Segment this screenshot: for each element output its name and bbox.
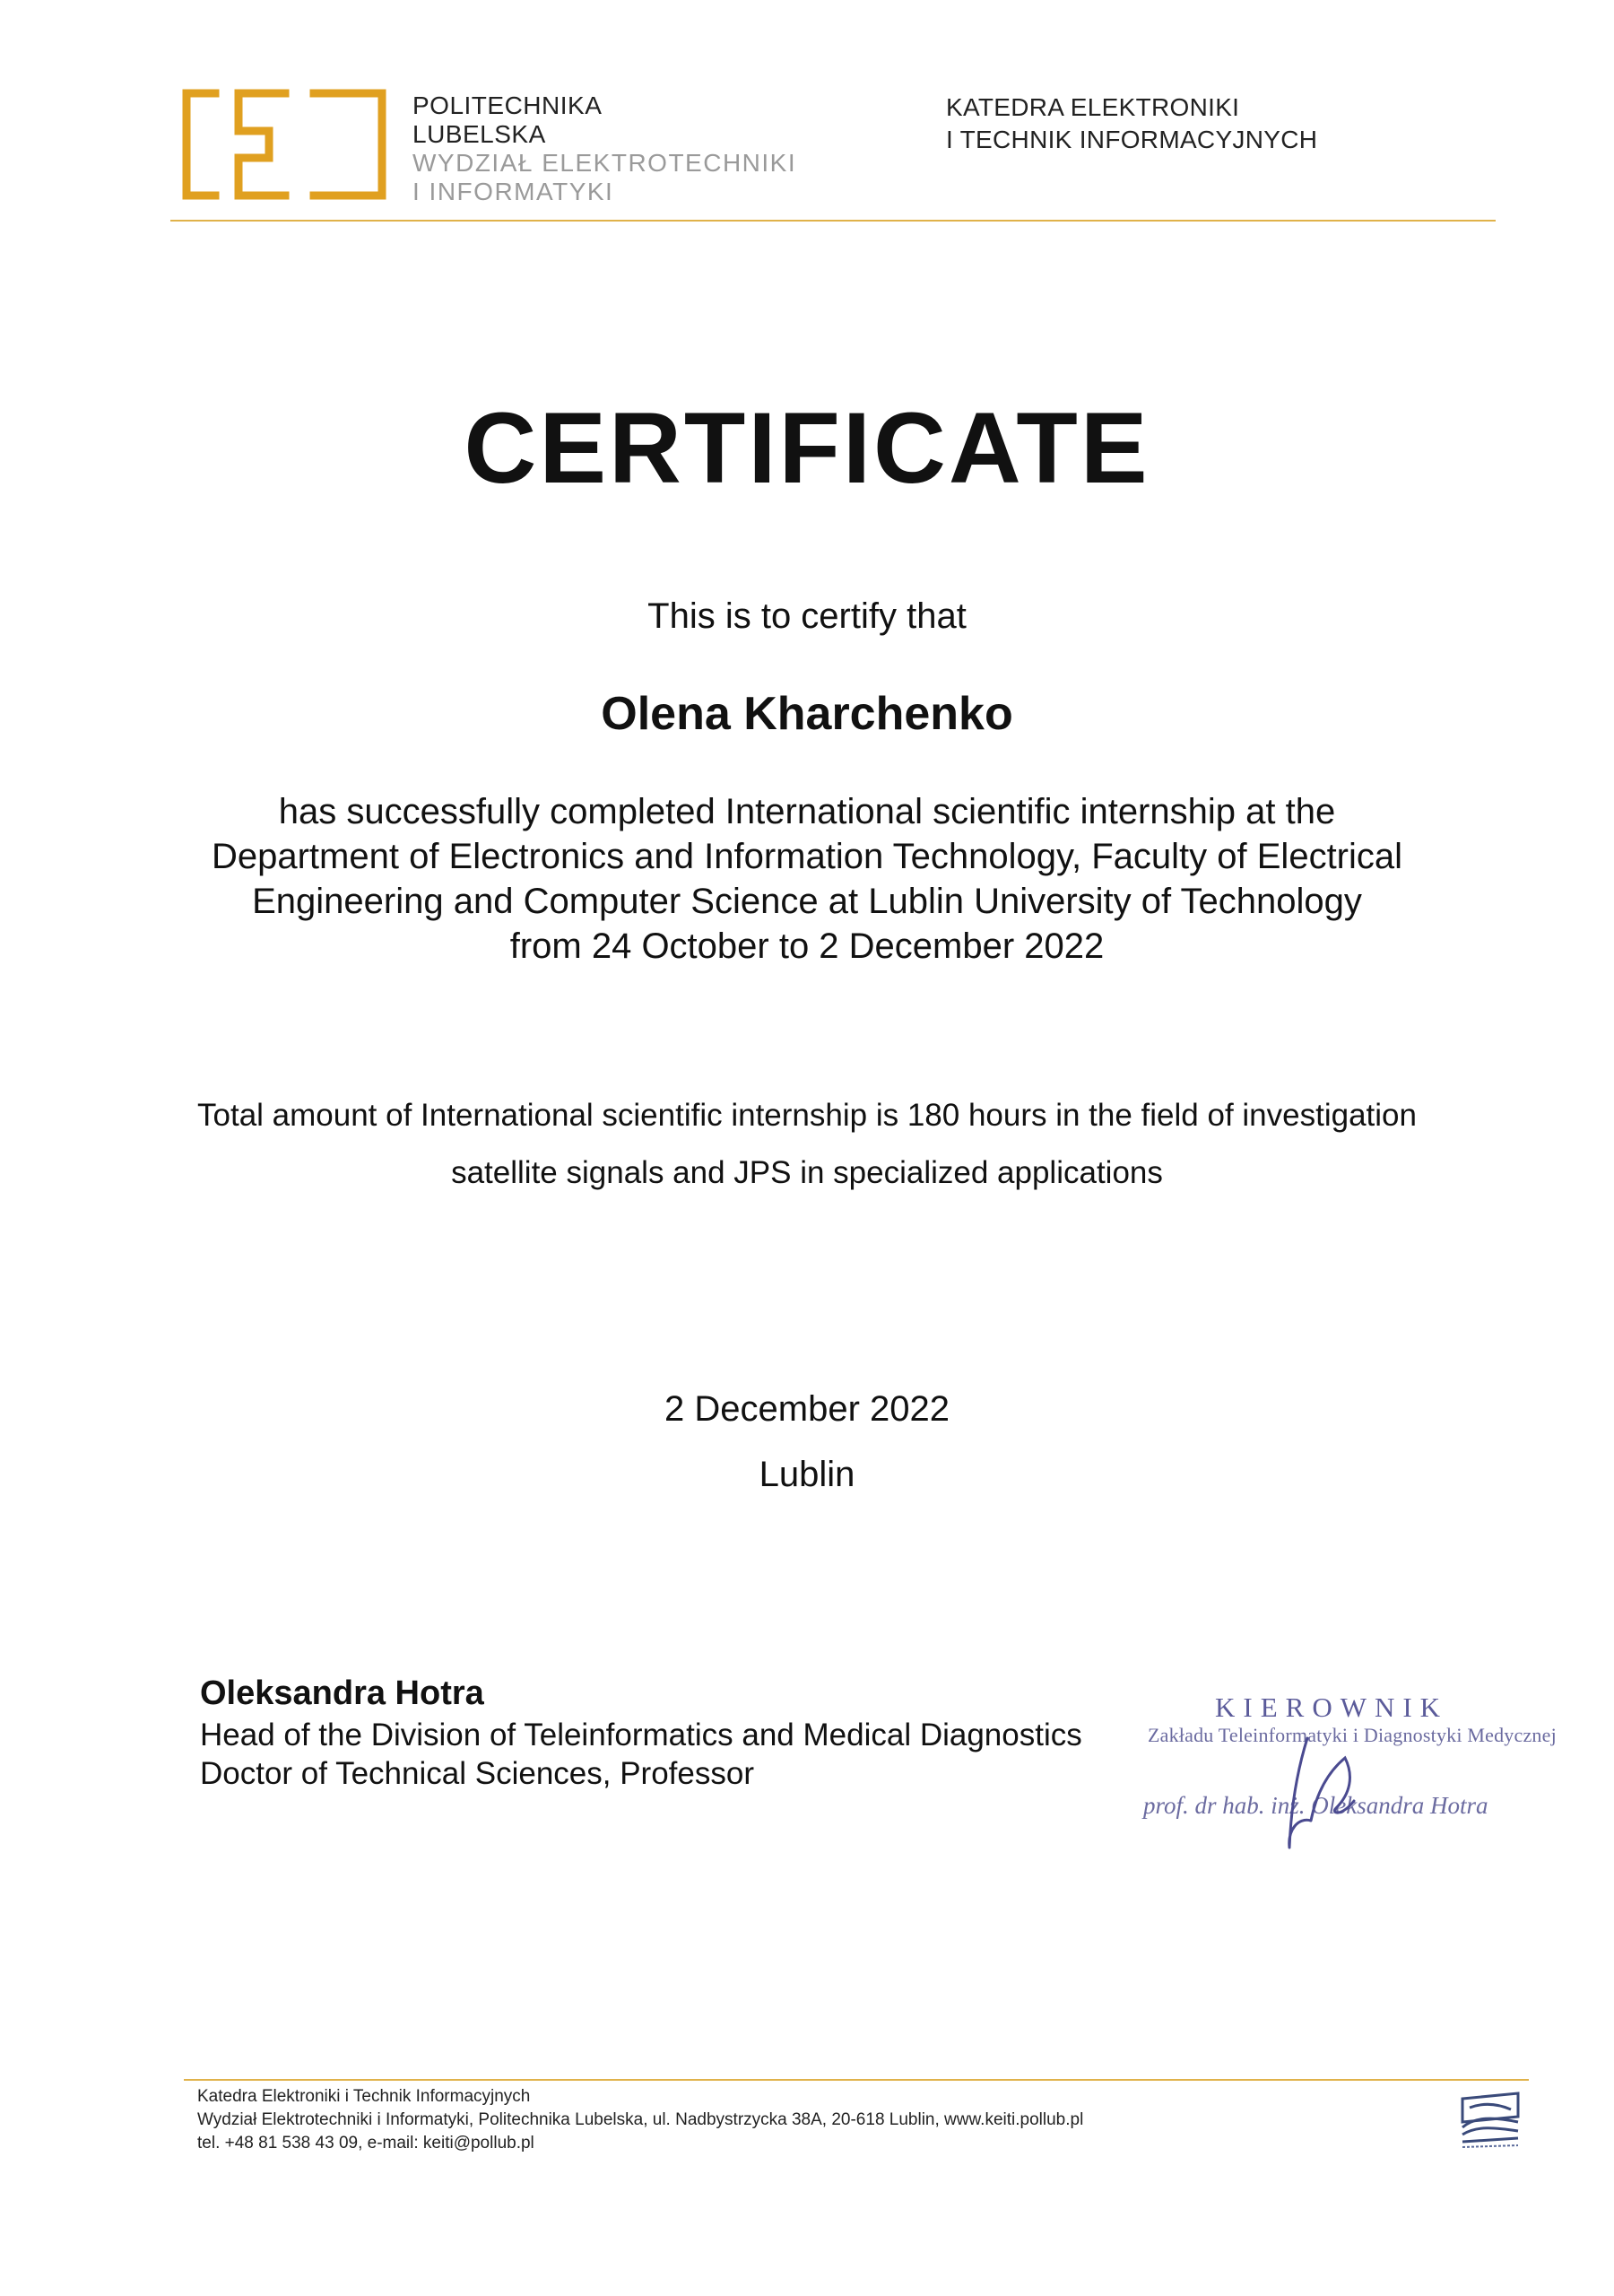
university-name-line-2: LUBELSKA bbox=[412, 120, 546, 148]
faculty-name-line-1: WYDZIAŁ ELEKTROTECHNIKI bbox=[412, 149, 797, 177]
body-line-2: Department of Electronics and Information Technology, Faculty of Electrical bbox=[211, 837, 1403, 876]
university-logo-icon bbox=[179, 88, 387, 201]
body-line-3: Engineering and Computer Science at Lublin University of Technology bbox=[252, 882, 1362, 921]
stamp-subtitle: Zakładu Teleinformatyki i Diagnostyki Medycznej bbox=[1148, 1724, 1557, 1746]
footer-divider bbox=[184, 2079, 1529, 2081]
recipient-name: Olena Kharchenko bbox=[601, 688, 1013, 740]
certify-intro: This is to certify that bbox=[647, 596, 967, 636]
footer-line-3: tel. +48 81 538 43 09, e-mail: keiti@pollub.pl bbox=[197, 2134, 534, 2152]
stamp-name: prof. dr hab. inż. Oleksandra Hotra bbox=[1143, 1792, 1488, 1819]
department-logo-icon bbox=[1457, 2090, 1523, 2152]
total-hours-line-2: satellite signals and JPS in specialized applications bbox=[451, 1155, 1163, 1190]
header-divider bbox=[170, 220, 1496, 222]
issue-date: 2 December 2022 bbox=[664, 1389, 950, 1429]
handwritten-signature-icon bbox=[1271, 1731, 1370, 1857]
department-name-line-1: KATEDRA ELEKTRONIKI bbox=[946, 93, 1240, 121]
total-hours-line-1: Total amount of International scientific internship is 180 hours in the field of investigation bbox=[197, 1098, 1417, 1133]
issue-place: Lublin bbox=[759, 1455, 855, 1494]
body-line-4: from 24 October to 2 December 2022 bbox=[509, 926, 1105, 966]
footer-line-1: Katedra Elektroniki i Technik Informacyjnych bbox=[197, 2087, 531, 2106]
footer-line-2: Wydział Elektrotechniki i Informatyki, Politechnika Lubelska, ul. Nadbystrzycka 38A, 20-618 Lublin, www.keiti.pollub.pl bbox=[197, 2110, 1084, 2129]
department-name-line-2: I TECHNIK INFORMACYJNYCH bbox=[946, 126, 1318, 153]
university-name-line-1: POLITECHNIKA bbox=[412, 91, 603, 119]
certificate-title: CERTIFICATE bbox=[464, 392, 1150, 504]
signatory-role-line-1: Head of the Division of Teleinformatics and Medical Diagnostics bbox=[200, 1718, 1082, 1752]
body-line-1: has successfully completed International scientific internship at the bbox=[278, 792, 1336, 831]
signatory-name: Oleksandra Hotra bbox=[200, 1674, 484, 1712]
faculty-name-line-2: I INFORMATYKI bbox=[412, 178, 614, 205]
signatory-role-line-2: Doctor of Technical Sciences, Professor bbox=[200, 1756, 754, 1791]
stamp-title: KIEROWNIK bbox=[1215, 1692, 1449, 1723]
